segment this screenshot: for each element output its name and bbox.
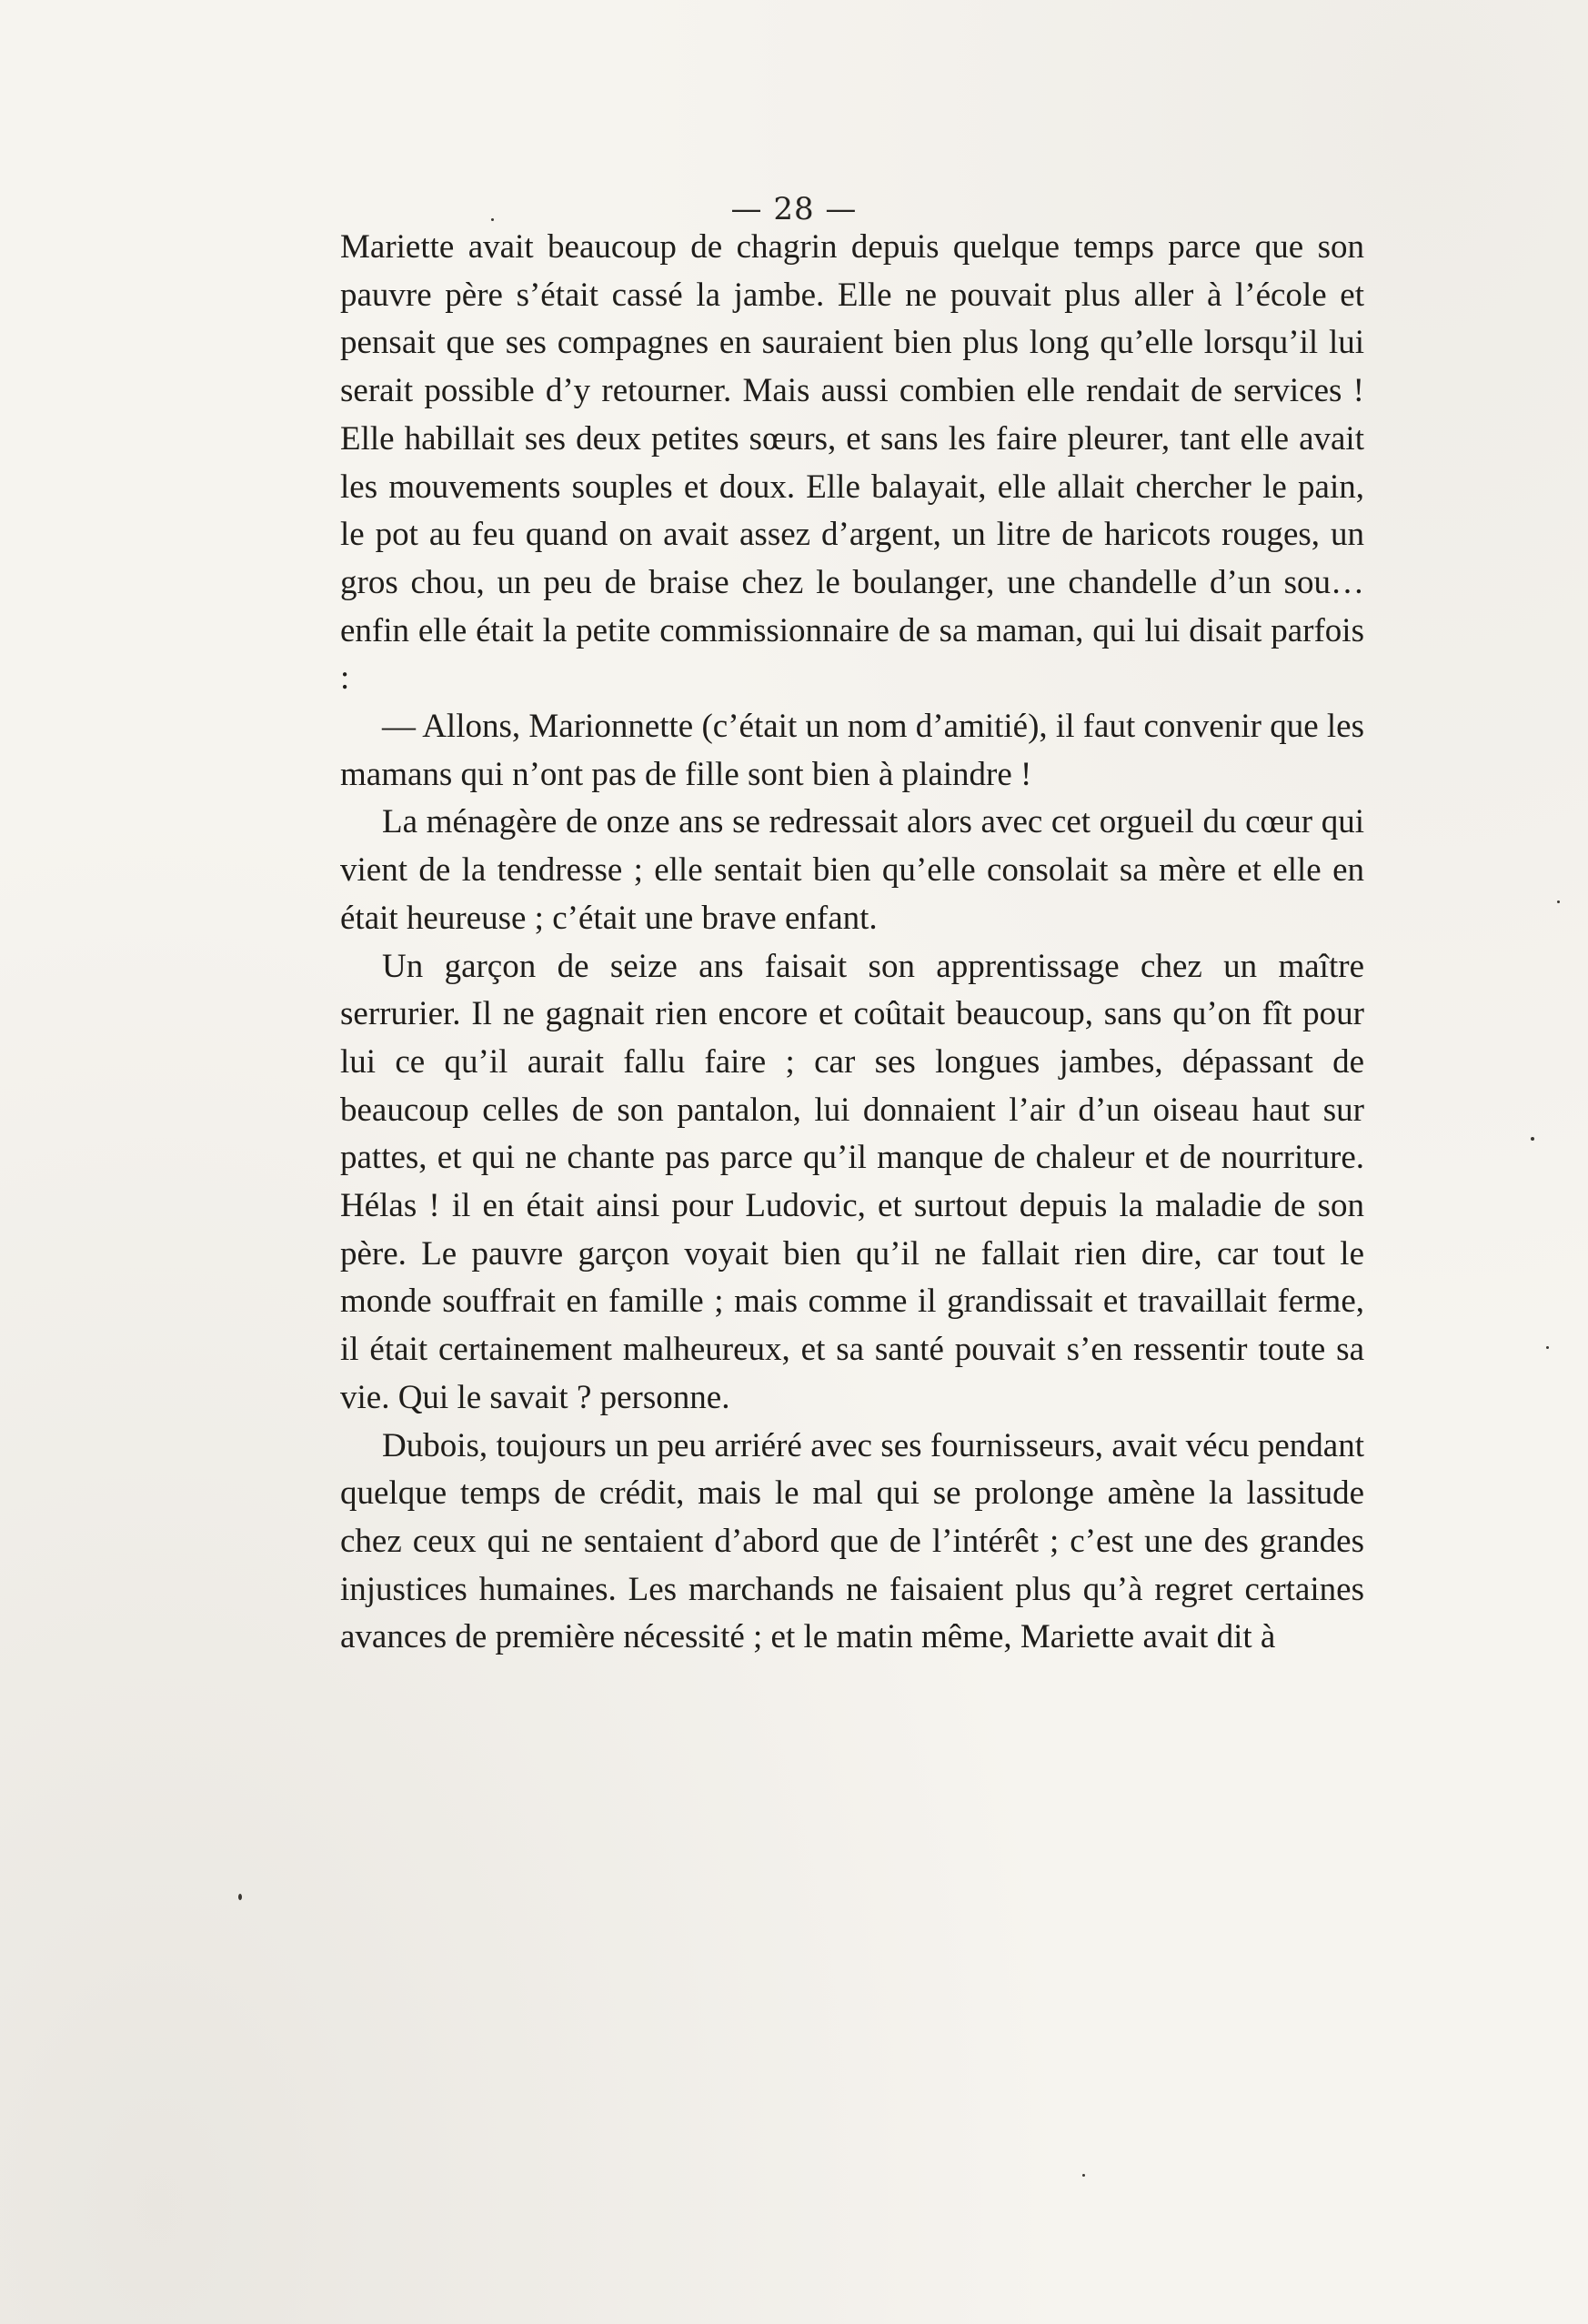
paragraph: Dubois, toujours un peu arriéré avec ses fournisseurs, avait vécu pendant quelque temps de crédit, mais le mal qui se prolonge amène la lassitude chez ceux qui ne sentaient d’abord que de l’intérêt ; c’est une des grandes injustices humaines. Les marchands ne faisaient plus qu’à regret certaines avances de première nécessité ; et le matin même, Mariette avait dit à — [340, 1426, 1364, 1656]
scan-speck — [491, 218, 494, 221]
scan-speck — [1531, 1137, 1534, 1141]
paragraph: — Allons, Marionnette (c’était un nom d’amitié), il faut convenir que les mamans qui n’ont pas de fille sont bien à plaindre ! — [340, 708, 1364, 793]
paragraph: La ménagère de onze ans se redressait alors avec cet orgueil du cœur qui vient de la tendresse ; elle sentait bien qu’elle consolait sa mère et elle en était heureuse ; c’était une brave enfant. — [340, 803, 1364, 937]
scan-speck — [1082, 2174, 1085, 2177]
scan-speck — [238, 1894, 242, 1900]
scan-speck — [1546, 1346, 1549, 1349]
paragraph: Mariette avait beaucoup de chagrin depuis quelque temps parce que son pauvre père s’était cassé la jambe. Elle ne pouvait plus aller à l’école et pensait que ses compagnes en sauraient bien plus long qu’elle lorsqu’il lui serait possible d’y retourner. Mais aussi combien elle rendait de services ! Elle habillait ses deux petites sœurs, et sans les faire pleurer, tant elle avait les mouvements souples et doux. Elle balayait, elle allait chercher le pain, le pot au feu quand on avait assez d’argent, un litre de haricots rouges, un gros chou, un peu de braise chez le boulanger, une chandelle d’un sou… enfin elle était la petite commissionnaire de sa maman, qui lui disait parfois : — [340, 228, 1364, 698]
scan-speck — [1557, 900, 1560, 903]
paragraph: Un garçon de seize ans faisait son apprentissage chez un maître serrurier. Il ne gagnait rien encore et coûtait beaucoup, sans qu’on fît pour lui ce qu’il aurait fallu faire ; car ses longues jambes, dépassant de beaucoup celles de son pantalon, lui donnaient l’air d’un oiseau haut sur pattes, et qui ne chante pas parce qu’il manque de chaleur et de nourriture. Hélas ! il en était ainsi pour Ludovic, et surtout depuis la maladie de son père. Le pauvre garçon voyait bien qu’il ne fallait rien dire, car tout le monde souffrait en famille ; mais comme il grandissait et travaillait ferme, il était certainement malheureux, et sa santé pouvait s’en ressentir toute sa vie. Qui le savait ? personne. — [340, 947, 1364, 1416]
page-number: — 28 — — [730, 191, 858, 227]
body-text — [340, 224, 1364, 1662]
